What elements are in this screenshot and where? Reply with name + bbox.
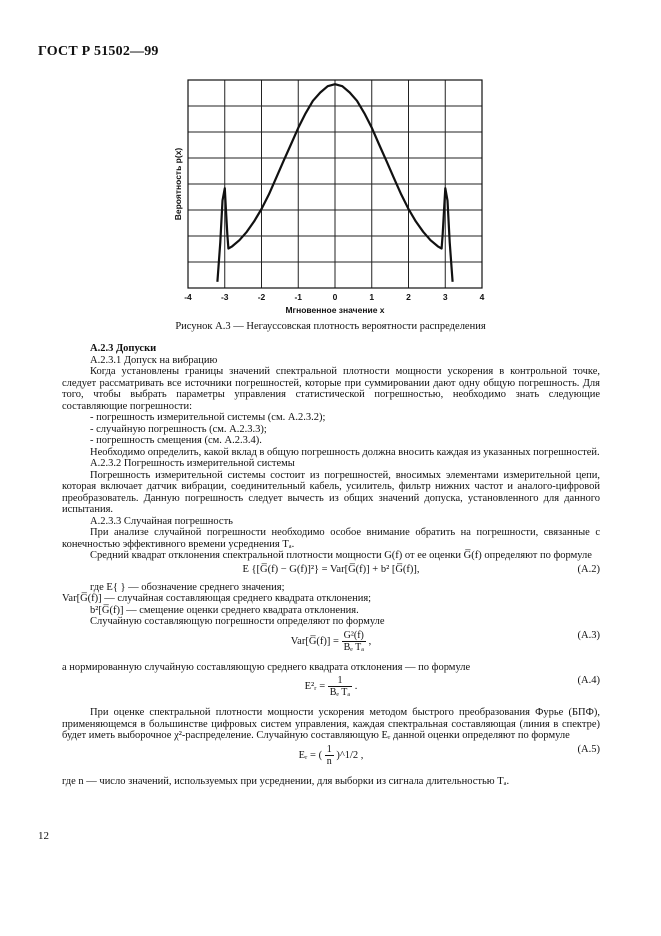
subsection-heading-measurement: А.2.3.2 Погрешность измерительной системы — [90, 458, 295, 469]
paragraph: При анализе случайной погрешности необходимо особое внимание обратить на погрешности, связанные с конечностью эффективного времени усреднения Tₐ. — [62, 527, 600, 550]
denominator: Bₑ Tₐ — [329, 687, 351, 698]
page-number: 12 — [38, 830, 49, 842]
formula-body: E {[G̅(f) − G(f)]²} = Var[G̅(f)] + b² [G̅(f)], — [242, 563, 420, 575]
formula-a2 — [62, 564, 600, 580]
paragraph: а нормированную случайную составляющую среднего квадрата отклонения — по формуле — [62, 661, 471, 673]
paragraph: Когда установлены границы значений спектральной плотности мощности ускорения в контрольной точке, следует рассматривать все источники погрешностей, которые при суммировании дают одну общую погрешность. Для того, чтобы выбрать параметры управления статистической погрешностью, необходимо знать следующие составляющие погрешности: — [62, 366, 600, 412]
formula-body — [62, 675, 600, 698]
formula-body — [62, 630, 600, 653]
formula-left: E²ᵣ = — [304, 680, 326, 692]
formula-a3 — [62, 630, 600, 660]
denominator: Bₑ Tₐ — [343, 641, 364, 653]
formula-number: (А.4) — [577, 675, 600, 686]
figure-caption: Рисунок А.3 — Негауссовская плотность вероятности распределения — [175, 321, 486, 332]
formula-number: (А.3) — [577, 629, 600, 641]
numerator: G²(f) — [342, 630, 366, 642]
definition-line: Var[G̅(f)] — случайная составляющая среднего квадрата отклонения; — [62, 593, 372, 604]
x-tick-label: -1 — [294, 292, 303, 302]
x-tick-label: -3 — [220, 292, 229, 302]
formula-a4 — [62, 675, 600, 705]
section-heading-tolerances: А.2.3 Допуски — [90, 343, 157, 354]
x-tick-label: 4 — [479, 292, 485, 302]
paragraph: Необходимо определить, какой вклад в общую погрешность должна вносить каждая из указанных погрешностей. — [90, 446, 600, 458]
paragraph: Погрешность измерительной системы состоит из погрешностей, вносимых элементами измерительной цепи, которая включает датчик вибрации, соединительный кабель, усилитель, фильтр нижних частот и аналого-цифровой преобразователь. Данную погрешность следует вычесть из общих значений допуска, установленного для данного испытания. — [62, 469, 600, 515]
formula-body — [62, 744, 600, 767]
x-tick-label: -4 — [184, 292, 192, 302]
formula-tail: , — [368, 635, 372, 647]
list-item: - погрешность измерительной системы (см. А.2.3.2); — [90, 412, 326, 423]
formula-a5 — [62, 744, 600, 774]
formula-left: Eᵣ = ( — [298, 749, 323, 761]
y-axis-label: Вероятность p(x) — [173, 147, 183, 221]
body-text — [62, 343, 600, 787]
fraction — [342, 630, 366, 653]
fraction — [325, 744, 334, 767]
denominator: n — [326, 755, 332, 767]
paragraph: где n — число значений, используемых при усреднении, для выборки из сигнала длительностью Tₐ. — [62, 775, 510, 787]
numerator: 1 — [328, 675, 352, 687]
definition-line: где E{ } — обозначение среднего значения; — [90, 581, 285, 593]
formula-number: (А.2) — [577, 563, 600, 575]
probability-density-chart — [170, 72, 500, 320]
x-tick-label: 2 — [406, 292, 411, 302]
formula-number: (А.5) — [577, 743, 600, 755]
formula-left: Var[G̅(f)] = — [290, 635, 339, 647]
numerator: 1 — [326, 743, 332, 755]
list-item: - случайную погрешность (см. А.2.3.3); — [90, 423, 267, 435]
standard-code: ГОСТ Р 51502—99 — [38, 44, 159, 59]
x-tick-label: 3 — [442, 292, 448, 302]
paragraph: При оценке спектральной плотности мощности ускорения методом быстрого преобразования Фурье (БПФ), применяющемся в большинстве цифровых систем управления, каждая спектральная составляющая (линия в спектре) будет иметь выборочное χ²-распределение. Случайную составляющую Eᵣ данной оценки определяют по формуле — [62, 707, 600, 741]
formula-tail: )^1/2 , — [336, 749, 364, 761]
x-tick-label: 1 — [369, 292, 375, 302]
paragraph: Средний квадрат отклонения спектральной плотности мощности G(f) от ее оценки G̅(f) определяют по формуле — [90, 550, 592, 561]
paragraph: Случайную составляющую погрешности определяют по формуле — [90, 616, 385, 627]
definition-line: b²[G̅(f)] — смещение оценки среднего квадрата отклонения. — [90, 604, 359, 616]
x-tick-label: 0 — [332, 292, 338, 302]
subsection-heading-random: А.2.3.3 Случайная погрешность — [90, 515, 233, 527]
fraction — [328, 675, 352, 698]
list-item: - погрешность смещения (см. А.2.3.4). — [90, 435, 262, 446]
formula-tail: . — [354, 680, 358, 692]
x-axis-label: Мгновенное значение x — [285, 305, 385, 315]
x-tick-label: -2 — [257, 292, 266, 302]
subsection-heading-vibration: А.2.3.1 Допуск на вибрацию — [90, 354, 218, 366]
